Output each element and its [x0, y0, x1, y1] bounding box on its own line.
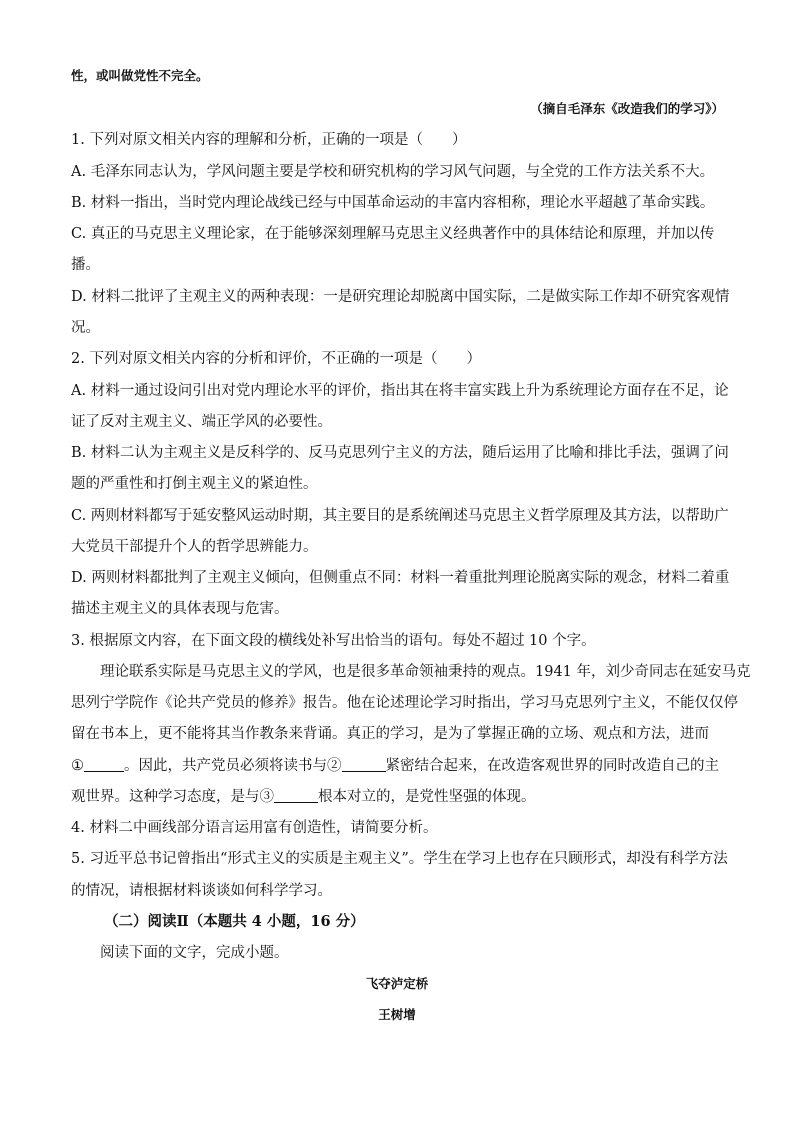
question-1-option-c-cont: 播。	[71, 257, 100, 273]
passage-text: 根本对立的，是党性坚强的体现。	[318, 789, 536, 805]
question-1-option-a: A. 毛泽东同志认为，学风问题主要是学校和研究机构的学习风气问题，与全党的工作方法关系不大。	[71, 164, 715, 180]
question-2-option-b-cont: 题的严重性和打倒主观主义的紧迫性。	[71, 476, 318, 492]
question-3-passage-line-2: 思列宁学院作《论共产党员的修养》报告。他在论述理论学习时指出，学习马克思列宁主义，不能仅仅停	[71, 695, 738, 711]
question-3-passage-line-5	[71, 787, 536, 807]
question-3-passage-line-1: 理论联系实际是马克思主义的学风，也是很多革命领袖秉持的观点。1941 年，刘少奇同志在延安马克	[100, 664, 751, 680]
passage-text: 。因此，共产党员必须将读书与②	[124, 758, 342, 774]
question-2-option-c-cont: 大党员干部提升个人的哲学思辨能力。	[71, 539, 318, 555]
question-1-option-b: B. 材料一指出，当时党内理论战线已经与中国革命运动的丰富内容相称，理论水平超越了革命实践。	[71, 195, 715, 211]
passage-text: 紧密结合起来，在改造客观世界的同时改造自己的主	[385, 758, 719, 774]
reading-instruction: 阅读下面的文字，完成小题。	[100, 945, 289, 961]
question-1-option-d: D. 材料二批评了主观主义的两种表现：一是研究理论却脱离中国实际，二是做实际工作却不研究客观情	[71, 289, 730, 305]
question-3-stem: 3. 根据原文内容，在下面文段的横线处补写出恰当的语句。每处不超过 10 个字。	[71, 633, 596, 649]
answer-blank-1[interactable]	[84, 757, 124, 772]
question-5-stem-cont: 的情况，请根据材料谈谈如何科学学习。	[71, 883, 332, 899]
question-2-option-c: C. 两则材料都写于延安整风运动时期，其主要目的是系统阐述马克思主义哲学原理及其方法，以帮助广	[71, 508, 729, 524]
question-1-option-d-cont: 况。	[71, 320, 100, 336]
question-1-stem: 1. 下列对原文相关内容的理解和分析，正确的一项是（ ）	[71, 132, 467, 148]
section-2-heading: （二）阅读Ⅱ（本题共 4 小题，16 分）	[104, 913, 365, 930]
question-2-option-a: A. 材料一通过设问引出对党内理论水平的评价，指出其在将丰富实践上升为系统理论方面存在不足，论	[71, 383, 729, 399]
source-citation: （摘自毛泽东《改造我们的学习》）	[530, 101, 724, 116]
blank-1-label: ①	[71, 758, 84, 774]
question-4-stem: 4. 材料二中画线部分语言运用富有创造性，请简要分析。	[71, 820, 438, 836]
question-2-option-d-cont: 描述主观主义的具体表现与危害。	[71, 601, 289, 617]
answer-blank-2[interactable]	[342, 757, 386, 772]
question-3-passage-line-3: 留在书本上，更不能将其当作教条来背诵。真正的学习，是为了掌握正确的立场、观点和方法，进而	[71, 726, 709, 742]
text-fragment: 性，或叫做党性不完全。	[71, 68, 209, 83]
question-2-stem: 2. 下列对原文相关内容的分析和评价，不正确的一项是（ ）	[71, 351, 481, 367]
article-title: 飞夺泸定桥	[365, 976, 429, 991]
question-2-option-a-cont: 证了反对主观主义、端正学风的必要性。	[71, 414, 332, 430]
question-3-passage-line-4	[71, 756, 719, 776]
article-author: 王树增	[378, 1007, 416, 1022]
question-2-option-b: B. 材料二认为主观主义是反科学的、反马克思列宁主义的方法，随后运用了比喻和排比手法，强调了问	[71, 445, 729, 461]
answer-blank-3[interactable]	[274, 788, 318, 803]
question-1-option-c: C. 真正的马克思主义理论家，在于能够深刻理解马克思主义经典著作中的具体结论和原理，并加以传	[71, 226, 715, 242]
question-5-stem: 5. 习近平总书记曾指出“形式主义的实质是主观主义”。学生在学习上也存在只顾形式，却没有科学方法	[71, 851, 728, 867]
passage-text: 观世界。这种学习态度，是与③	[71, 789, 274, 805]
question-2-option-d: D. 两则材料都批判了主观主义倾向，但侧重点不同：材料一着重批判理论脱离实际的观念，材料二着重	[71, 570, 730, 586]
